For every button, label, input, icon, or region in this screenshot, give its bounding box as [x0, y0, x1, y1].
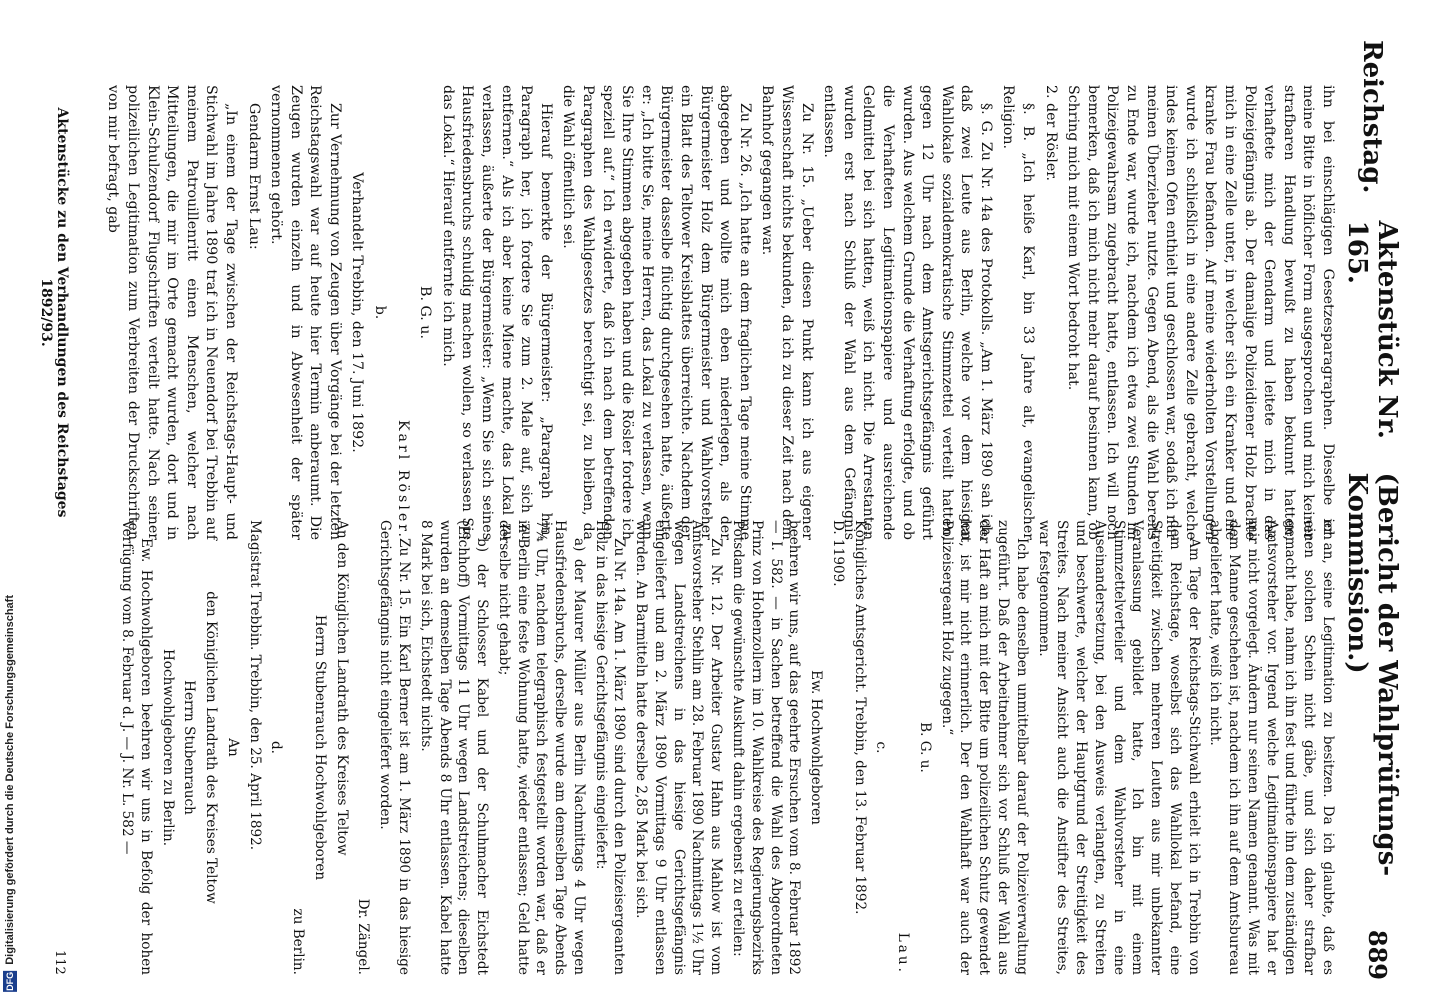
addressee: Herrn Stubenrauch — [181, 680, 198, 815]
paragraph: Hierauf bemerkte der Bürgermeister: „Paragraph hin, Paragraph her, ich fordere Sie zum 2. Male auf, sich zu entfernen.“ Als ich aber keine Miene machte, das Lokal zu verlassen, äußerte der Bürgermeister: „Wenn Sie sich seines Hausfriedensbruchs schuldig machen wollen, so verlassen Sie das Lokal.“ Hierauf entfernte ich mich. — [439, 85, 554, 540]
salutation: Ew. Hochwohlgeboren — [808, 670, 825, 825]
addressee-place: zu Berlin. — [290, 908, 307, 975]
paragraph: Zu Nr. 15. „Ueber diesen Punkt kann ich aus eigener Wissenschaft nichts bekunden, da ich zu dieser Zeit nach dem Bahnhof gegangen war. — [759, 85, 815, 540]
section-letter: d. — [268, 740, 285, 755]
paragraph: Zu Nr. 14a. Am 1. März 1890 sind durch den Polizeisergeanten Holz in das hiesige Gerichtsgefängnis eingeliefert: — [592, 520, 628, 975]
signature-note: B. G. u. — [916, 722, 933, 773]
signature-note: B. G. u. — [417, 286, 434, 339]
page-number: 889 — [1363, 929, 1392, 980]
addressee: An — [224, 738, 241, 757]
list-item: b) der Schlosser Kabel und der Schuhmacher Eichstedt (Eichhoff) Vormittags 11 Uhr wegen Landstreichens; dieselben wurden an demselben Tage Abends 8 Uhr entlassen. Kabel hatte 8 Mark bei sich, Eichstedt nichts. — [417, 520, 491, 975]
witness-heading: 2. der Rösler. — [1042, 85, 1059, 181]
signature: Karl Rösler. — [394, 419, 411, 540]
page-mark: 112 — [52, 950, 67, 975]
paragraph: beehren wir uns, auf das geehrte Ersuchen vom 8. Februar 1892 — I. 582. — in Sachen betreffend die Wahl des Abgeordneten Prinz von Hohenzollern im 10. Wahlkreise des Regierungsbezirks Potsdam die gewünschte Auskunft dahin ergebenst zu erteilen: — [730, 520, 803, 975]
digitization-credit — [3, 595, 17, 992]
signature: Dr. Zängel. — [355, 898, 372, 975]
header-left: Reichstag. — [1357, 40, 1387, 194]
addressee: den Königlichen Landrath des Kreises Teltow — [203, 591, 220, 904]
paragraph: Zu Nr. 26. „Ich hatte an dem fraglichen Tage meine Stimme abgegeben und wollte mich eben niederlegen, als der Bürgermeister Holz dem Bürgermeister und Wahlvorsteher ein Blatt des Teltower Kreisblattes überreichte. Nachdem der Bürgermeister dasselbe flüchtig durchgesehen hatte, äußerte er: „Ich bitte Sie, meine Herren, das Lokal zu verlassen, wenn Sie Ihre Stimmen abgegeben haben und die Rösler fordere ich speziell auf.“ Ich erwiderte, daß ich nach dem betreffenden Paragraphen des Wahlgesetzes berechtigt sei, zu bleiben, da die Wahl öffentlich sei. — [560, 85, 753, 540]
dateline: Verhandelt Trebbin, den 17. Juni 1892. — [349, 172, 366, 453]
paragraph: Zur Vernehmung von Zeugen über Vorgänge bei der letzten Reichstagswahl war auf heute hier Termin anberaumt. Die Zeugen wurden einzeln und in Abwesenheit der später vernommenen gehört. — [268, 85, 343, 540]
paragraph: Zu Nr. 15. Ein Karl Berner ist am 1. März 1890 in das hiesige Gerichtsgefängnis nicht eingeliefert worden. — [377, 520, 413, 975]
witness-name: Gendarm Ernst Lau: — [245, 103, 262, 250]
paragraph: Ich habe denselben unmittelbar darauf der Polizeiverwaltung zugeführt. Daß der Arbeitnehmer sich vor Schluß der Wahl aus der Haft an mich mit der Bitte um polizeilichen Schutz gewendet hat, ist mir nicht erinnerlich. Der den Wahlhaft war auch der Polizeisergeant Holz zugegen.“ — [938, 520, 1030, 975]
header-title: (Bericht der Wahlprüfungs-Kommission.) — [1342, 472, 1402, 877]
list-item: a) der Maurer Müller aus Berlin Nachmittags 4 Uhr wegen Hausfriedensbruchs, derselbe wurde am demselben Tage Abends 7¼ Uhr, nachdem telegraphisch festgestellt worden war, daß er in Berlin eine feste Wohnung hatte, wieder entlassen; Geld hatte derselbe nicht gehabt; — [495, 520, 587, 975]
running-header — [1342, 40, 1402, 980]
addressee: An den Königlichen Landrath des Kreises Teltow — [333, 520, 350, 856]
addressee: Hochwohlgeboren zu Berlin. — [159, 648, 176, 847]
dateline: Königliches Amtsgericht. Trebbin, den 13. Februar 1892. — [851, 520, 868, 915]
left-column — [100, 85, 1337, 540]
section-letter: c. — [873, 741, 890, 754]
paragraph: §. B. „Ich heiße Karl, bin 33 Jahre alt, evangelischer Religion. — [1000, 85, 1037, 540]
paragraph: er an, seine Legitimation zu besitzen. Da ich glaubte, daß es einen solchen Schein nicht gäbe, und sich daher strafbar gemacht habe, nahm ich ihn fest und führte ihn dem zuständigen Amtsvorsteher vor. Irgend welche Legitimationspapiere hat er mir nicht vorgelegt. Ändern nur seinen Namen genannt. Was mit dem Manne geschehen ist, nachdem ich ihn auf dem Amtsbureau abgeliefert hatte, weiß ich nicht. — [1207, 520, 1336, 975]
paragraph: Ew. Hochwohlgeboren beehren wir uns in Befolg der hohen Verfügung vom 8. Februar d. J. — J. Nr. L. 582 — — [119, 520, 154, 975]
right-column — [114, 520, 1337, 975]
dateline: Magistrat Trebbin. Trebbin, den 25. April 1892. — [246, 520, 263, 851]
paragraph: Am Tage der Reichstags-Stichwahl erhielt ich in Trebbin von dem Reichstage, woselbst sich das Wahllokal befand, eine Streitigkeit zwischen mehreren Leuten aus mir unbekannter Veranlassung gebildet hatte, Ich bin mit einem Stimmzettelverteiler und dem Wahlvorsteher in eine Auseinandersetzung, bei den Ausweis verlangten, zu Streiten und beschwerte, welcher der Hauptgrund der Streitigkeit des Streites. Nach meiner Ansicht auch die Anstifter des Streites, war festgenommen. — [1035, 520, 1202, 975]
file-reference: D. 11909. — [829, 520, 846, 587]
header-document-number: Aktenstück Nr. 165. — [1342, 220, 1402, 439]
dfg-logo-icon: DFG — [5, 972, 15, 991]
footer-note: Aktenstücke zu den Verhandlungen des Reichstages 1892/93. — [38, 107, 70, 518]
paragraph: Zu Nr. 12. Der Arbeiter Gustav Hahn aus Mahlow ist vom Amtsvorsteher Stehlin am 28. Februar 1890 Nachmittags 1½ Uhr wegen Landstreichens in das hiesige Gerichtsgefängnis eingeliefert und am 2. März 1890 Vormittags 9 Uhr entlassen worden. An Barmitteln hatte derselbe 2,85 Mark bei sich. — [633, 520, 725, 975]
digitization-sidebar — [0, 0, 22, 1000]
digitization-credit-text: Digitalisierung gefördert durch die Deutsche Forschungsgemeinschaft — [4, 595, 16, 965]
section-letter: b. — [372, 305, 389, 320]
paragraph: §. G. Zu Nr. 14a des Protokolls. „Am 1. März 1890 sah ich, daß zwei Leute aus Berlin, welche vor dem hiesigen Wahllokale sozialdemokratische Stimmzettel verteilt hatten, gegen 12 Uhr nach dem Amtsgerichtsgefängnis geführt wurden. Aus welchem Grunde die Verhaftung erfolgte, und ob die Verhafteten Legitimationspapiere und ausreichende Geldmittel bei sich hatten, weiß ich nicht. Die Arrestanten wurden erst nach Schluß der Wahl aus dem Gefängnis entlassen. — [821, 85, 994, 540]
paragraph: „In einem der Tage zwischen der Reichstags-Haupt- und Stichwahl im Jahre 1890 traf ich in Neuendorf bei Trebbin auf meinem Patrouillenritt einen Menschen, welcher nach Mitteilungen, die mir im Orte gemacht wurden, dort und in Klein-Schulzendorf Flugschriften verteilt hatte. Nach seiner polizeilichen Legitimation zum Verbreiten der Druckschriften von mir befragt, gab — [105, 85, 239, 540]
paragraph: ihn bei einschlägigen Gesetzesparagraphen. Dieselbe ich meine Bitte in höflicher Form ausgesprochen und mich keiner strafbaren Handlung bewußt zu haben bekunnt hatten, verhaftete mich der Gendarm und leitete mich in das Polizeigefängnis ab. Der damalige Polizeidiener Holz brachte mich in eine Zelle unter, in welcher sich ein Kranker und eine kranke Frau befanden. Auf meine wiederholten Vorstellungen wurde ich schließlich in eine andere Zelle gebracht, welche indes keinen Ofen enthielt und geschlossen war, sodaß ich nur meinen Überzieher nutzte. Gegen Abend, als die Wahl bereits zu Ende war, wurde ich, nachdem ich etwa zwei Stunden im Polizeigewahrsam zugebracht hatte, entlassen. Ich will noch bemerken, daß ich mich nicht mehr darauf besinnen kann, ob Schring mich mit einem Wort bedroht hat. — [1065, 85, 1336, 540]
addressee: Herrn Stubenrauch Hochwohlgeboren — [311, 614, 328, 881]
signature: Lau. — [895, 932, 912, 975]
